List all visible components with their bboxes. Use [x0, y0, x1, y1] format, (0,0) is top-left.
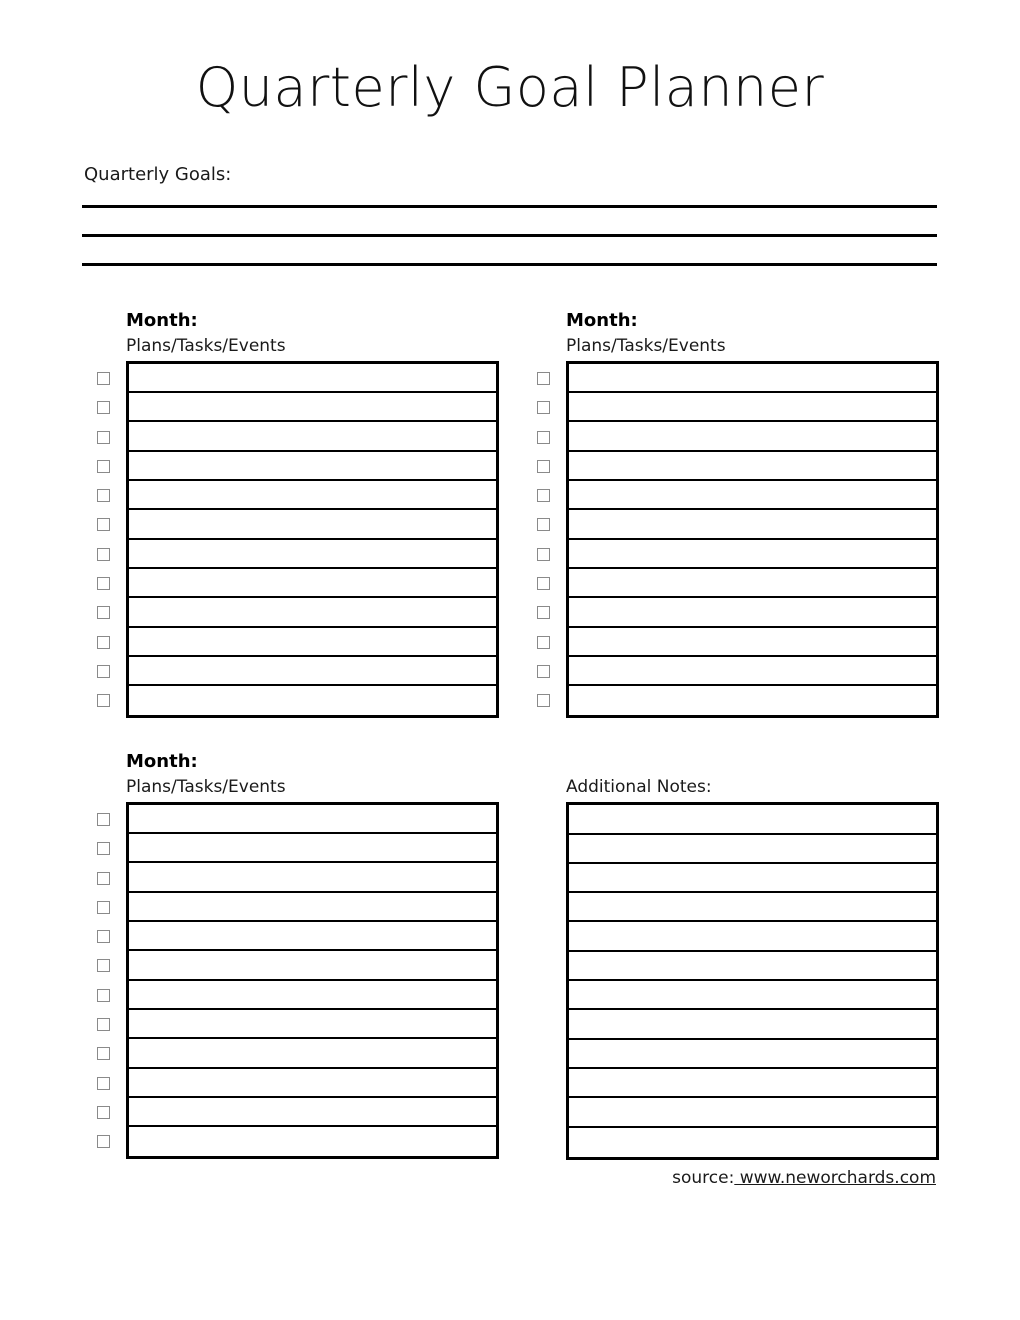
task-checkbox[interactable] — [537, 665, 550, 678]
task-checkbox[interactable] — [97, 431, 110, 444]
checkbox-cell[interactable] — [84, 364, 126, 393]
table-row[interactable] — [129, 393, 496, 422]
task-checkbox[interactable] — [537, 460, 550, 473]
task-checkbox[interactable] — [97, 606, 110, 619]
task-checkbox[interactable] — [97, 636, 110, 649]
table-row[interactable] — [569, 893, 936, 922]
task-checkbox[interactable] — [97, 872, 110, 885]
table-row[interactable] — [569, 422, 936, 451]
checkbox-cell[interactable] — [84, 863, 126, 892]
table-row[interactable] — [569, 981, 936, 1010]
table-row[interactable] — [129, 951, 496, 980]
task-checkbox[interactable] — [97, 489, 110, 502]
notes-spacer — [524, 751, 939, 777]
checkbox-cell[interactable] — [84, 657, 126, 686]
checkbox-cell[interactable] — [84, 1069, 126, 1098]
table-row[interactable] — [129, 569, 496, 598]
task-checkbox[interactable] — [97, 989, 110, 1002]
table-row[interactable] — [569, 364, 936, 393]
table-row[interactable] — [569, 686, 936, 715]
table-row[interactable] — [129, 364, 496, 393]
source-credit — [672, 1168, 936, 1188]
table-row[interactable] — [129, 922, 496, 951]
task-checkbox[interactable] — [97, 401, 110, 414]
checkbox-column — [84, 802, 126, 1157]
checkbox-cell[interactable] — [84, 452, 126, 481]
task-checkbox[interactable] — [537, 518, 550, 531]
task-checkbox[interactable] — [537, 694, 550, 707]
table-row[interactable] — [569, 540, 936, 569]
checklist-wrap — [84, 802, 499, 1160]
table-row[interactable] — [569, 598, 936, 627]
task-checkbox[interactable] — [97, 959, 110, 972]
checkbox-cell[interactable] — [84, 393, 126, 422]
goal-write-line[interactable] — [82, 263, 937, 266]
month-section-3 — [84, 751, 499, 1159]
task-checkbox[interactable] — [97, 1077, 110, 1090]
table-row[interactable] — [129, 657, 496, 686]
checkbox-cell[interactable] — [84, 951, 126, 980]
table-row[interactable] — [569, 805, 936, 834]
checkbox-cell[interactable] — [84, 1127, 126, 1156]
task-checkbox[interactable] — [97, 901, 110, 914]
month-label: Month: — [126, 310, 198, 331]
checkbox-cell[interactable] — [84, 981, 126, 1010]
additional-notes-section — [524, 751, 939, 1160]
task-checkbox[interactable] — [97, 1135, 110, 1148]
checkbox-cell[interactable] — [84, 834, 126, 863]
month-label: Month: — [566, 310, 638, 331]
table-row[interactable] — [569, 864, 936, 893]
table-row[interactable] — [129, 1069, 496, 1098]
task-checkbox[interactable] — [97, 460, 110, 473]
checkbox-cell[interactable] — [524, 393, 566, 422]
tasks-table — [126, 361, 499, 719]
checklist-wrap — [84, 361, 499, 719]
additional-notes-label: Additional Notes: — [566, 777, 712, 797]
table-row[interactable] — [569, 1010, 936, 1039]
task-checkbox[interactable] — [537, 577, 550, 590]
month-label: Month: — [126, 751, 198, 772]
table-row[interactable] — [129, 1010, 496, 1039]
tasks-table — [126, 802, 499, 1160]
checkbox-cell[interactable] — [84, 569, 126, 598]
plans-tasks-events-label: Plans/Tasks/Events — [126, 335, 286, 356]
table-row[interactable] — [569, 952, 936, 981]
table-row[interactable] — [129, 893, 496, 922]
task-checkbox[interactable] — [537, 489, 550, 502]
checkbox-cell[interactable] — [524, 657, 566, 686]
checkbox-cell[interactable] — [84, 686, 126, 715]
table-row[interactable] — [129, 863, 496, 892]
table-row[interactable] — [129, 1127, 496, 1156]
checkbox-cell[interactable] — [524, 510, 566, 539]
checkbox-cell[interactable] — [84, 598, 126, 627]
checkbox-cell[interactable] — [524, 540, 566, 569]
task-checkbox[interactable] — [97, 1047, 110, 1060]
table-row[interactable] — [129, 422, 496, 451]
notes-table — [566, 802, 939, 1160]
checkbox-cell[interactable] — [84, 1010, 126, 1039]
table-row[interactable] — [129, 628, 496, 657]
task-checkbox[interactable] — [537, 548, 550, 561]
checkbox-cell[interactable] — [524, 422, 566, 451]
table-row[interactable] — [569, 1128, 936, 1157]
table-row[interactable] — [129, 510, 496, 539]
quarterly-goals-lines — [82, 205, 937, 266]
checkbox-cell[interactable] — [524, 569, 566, 598]
table-row[interactable] — [129, 805, 496, 834]
task-checkbox[interactable] — [537, 372, 550, 385]
table-row[interactable] — [569, 569, 936, 598]
task-checkbox[interactable] — [97, 665, 110, 678]
task-checkbox[interactable] — [97, 930, 110, 943]
table-row[interactable] — [129, 540, 496, 569]
plans-tasks-events-label: Plans/Tasks/Events — [566, 335, 726, 356]
task-checkbox[interactable] — [97, 813, 110, 826]
checkbox-cell[interactable] — [524, 481, 566, 510]
table-row[interactable] — [569, 1098, 936, 1127]
table-row[interactable] — [569, 393, 936, 422]
checkbox-cell[interactable] — [524, 598, 566, 627]
checkbox-column — [84, 361, 126, 716]
checkbox-cell[interactable] — [84, 510, 126, 539]
task-checkbox[interactable] — [97, 842, 110, 855]
source-url[interactable]: www.neworchards.com — [734, 1168, 936, 1188]
checkbox-cell[interactable] — [84, 422, 126, 451]
checkbox-cell[interactable] — [84, 1098, 126, 1127]
task-checkbox[interactable] — [97, 1106, 110, 1119]
task-checkbox[interactable] — [97, 548, 110, 561]
task-checkbox[interactable] — [537, 606, 550, 619]
table-row[interactable] — [569, 1069, 936, 1098]
checkbox-cell[interactable] — [524, 686, 566, 715]
table-row[interactable] — [569, 922, 936, 951]
checkbox-cell[interactable] — [84, 805, 126, 834]
source-prefix: source: — [672, 1168, 735, 1188]
checkbox-cell[interactable] — [524, 364, 566, 393]
checkbox-cell[interactable] — [524, 628, 566, 657]
task-checkbox[interactable] — [97, 372, 110, 385]
checkbox-cell[interactable] — [84, 540, 126, 569]
table-row[interactable] — [129, 598, 496, 627]
checkbox-cell[interactable] — [84, 628, 126, 657]
table-row[interactable] — [569, 1040, 936, 1069]
checkbox-cell[interactable] — [84, 1039, 126, 1068]
goal-write-line[interactable] — [82, 205, 937, 208]
task-checkbox[interactable] — [537, 636, 550, 649]
task-checkbox[interactable] — [537, 401, 550, 414]
month-section-1 — [84, 310, 499, 718]
checkbox-cell[interactable] — [84, 481, 126, 510]
checkbox-cell[interactable] — [524, 452, 566, 481]
table-row[interactable] — [129, 481, 496, 510]
table-row[interactable] — [569, 628, 936, 657]
table-row[interactable] — [129, 1039, 496, 1068]
checkbox-cell[interactable] — [84, 922, 126, 951]
table-row[interactable] — [569, 481, 936, 510]
goal-write-line[interactable] — [82, 234, 937, 237]
table-row[interactable] — [569, 657, 936, 686]
table-row[interactable] — [129, 452, 496, 481]
task-checkbox[interactable] — [97, 1018, 110, 1031]
checklist-wrap — [524, 361, 939, 719]
task-checkbox[interactable] — [97, 518, 110, 531]
tasks-table — [566, 361, 939, 719]
checkbox-cell[interactable] — [84, 893, 126, 922]
month-section-2 — [524, 310, 939, 718]
table-row[interactable] — [129, 686, 496, 715]
table-row[interactable] — [569, 452, 936, 481]
quarterly-goals-label: Quarterly Goals: — [84, 164, 232, 185]
checkbox-column — [524, 361, 566, 716]
table-row[interactable] — [129, 1098, 496, 1127]
table-row[interactable] — [129, 981, 496, 1010]
table-row[interactable] — [129, 834, 496, 863]
table-row[interactable] — [569, 510, 936, 539]
task-checkbox[interactable] — [537, 431, 550, 444]
task-checkbox[interactable] — [97, 577, 110, 590]
table-row[interactable] — [569, 835, 936, 864]
task-checkbox[interactable] — [97, 694, 110, 707]
page-title: Quarterly Goal Planner — [195, 56, 825, 119]
plans-tasks-events-label: Plans/Tasks/Events — [126, 776, 286, 797]
